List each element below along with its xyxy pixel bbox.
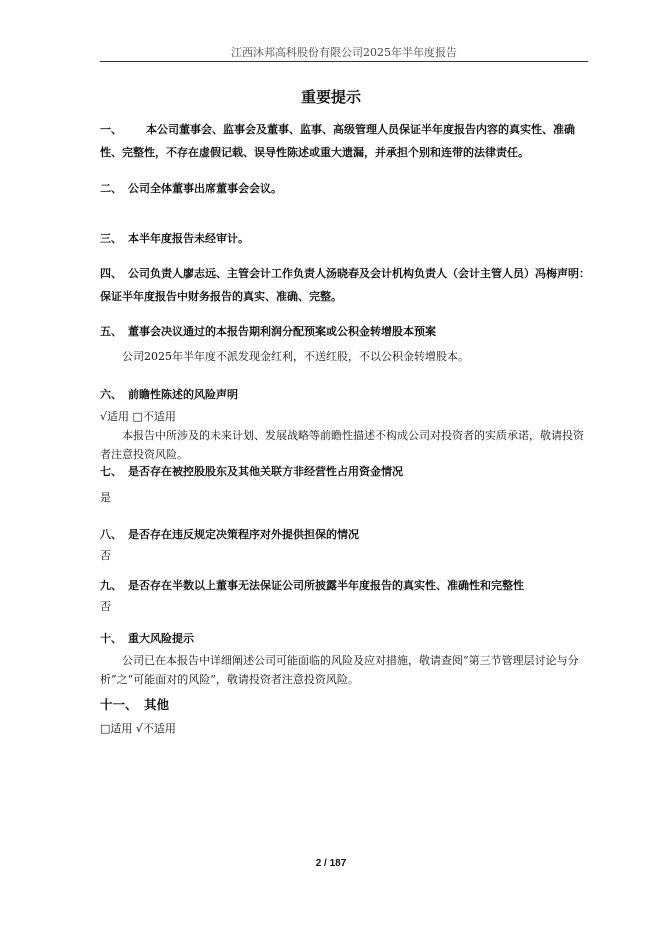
section-number: 十一、 (100, 697, 138, 712)
section-5-body: 公司2025年半年度不派发现金红利，不送红股，不以公积金转增股本。 (122, 350, 469, 363)
section-7-answer: 是 (100, 491, 111, 504)
section-number: 十、 (100, 632, 122, 645)
section-text: 其他 (144, 697, 170, 712)
section-2 (100, 177, 592, 200)
section-number: 一、 (100, 123, 122, 136)
section-number: 四、 (100, 267, 122, 280)
section-number: 九、 (100, 579, 122, 592)
section-text: 前瞻性陈述的风险声明 (128, 388, 238, 401)
section-10 (100, 627, 592, 650)
section-9-answer: 否 (100, 600, 111, 613)
section-text: 本公司董事会、监事会及董事、监事、高级管理人员保证半年度报告内容的真实性、准确性、完整性，不存在虚假记载、误导性陈述或重大遗漏，并承担个别和连带的法律责任。 (100, 123, 575, 159)
section-text: 公司负责人廖志远、主管会计工作负责人汤晓春及会计机构负责人（会计主管人员）冯梅声明：保证半年度报告中财务报告的真实、准确、完整。 (100, 267, 590, 303)
section-6 (100, 383, 592, 406)
header-rule (100, 61, 588, 62)
section-4 (100, 262, 592, 308)
section-5 (100, 320, 592, 343)
section-3 (100, 227, 592, 250)
section-number: 八、 (100, 528, 122, 541)
section-text: 公司全体董事出席董事会会议。 (128, 182, 282, 195)
section-number: 六、 (100, 388, 122, 401)
section-text: 是否存在被控股股东及其他关联方非经营性占用资金情况 (128, 465, 403, 478)
section-6-applicability: √适用 □不适用 (100, 410, 176, 423)
section-8-answer: 否 (100, 549, 111, 562)
section-text: 是否存在违反规定决策程序对外提供担保的情况 (128, 528, 359, 541)
section-6-body: 本报告中所涉及的未来计划、发展战略等前瞻性描述不构成公司对投资者的实质承诺，敬请投资者注意投资风险。 (100, 429, 584, 461)
section-number: 三、 (100, 232, 122, 245)
section-8 (100, 523, 592, 546)
page-number: 2 / 187 (315, 858, 347, 869)
section-text: 董事会决议通过的本报告期利润分配预案或公积金转增股本预案 (128, 325, 436, 338)
section-1 (100, 118, 592, 164)
section-10-body: 公司已在本报告中详细阐述公司可能面临的风险及应对措施，敬请查阅“第三节管理层讨论与分析”之“可能面对的风险”，敬请投资者注意投资风险。 (100, 654, 579, 686)
section-number: 七、 (100, 465, 122, 478)
page-title: 重要提示 (300, 88, 361, 106)
section-text: 重大风险提示 (128, 632, 194, 645)
section-9 (100, 574, 592, 597)
section-11-applicability: □适用 √不适用 (100, 722, 176, 735)
section-number: 五、 (100, 325, 122, 338)
section-text: 是否存在半数以上董事无法保证公司所披露半年度报告的真实性、准确性和完整性 (128, 579, 524, 592)
section-11 (100, 693, 592, 716)
page-header: 江西沐邦高科股份有限公司2025年半年度报告 (231, 46, 457, 59)
section-text: 本半年度报告未经审计。 (128, 232, 249, 245)
section-number: 二、 (100, 182, 122, 195)
section-7 (100, 460, 592, 483)
